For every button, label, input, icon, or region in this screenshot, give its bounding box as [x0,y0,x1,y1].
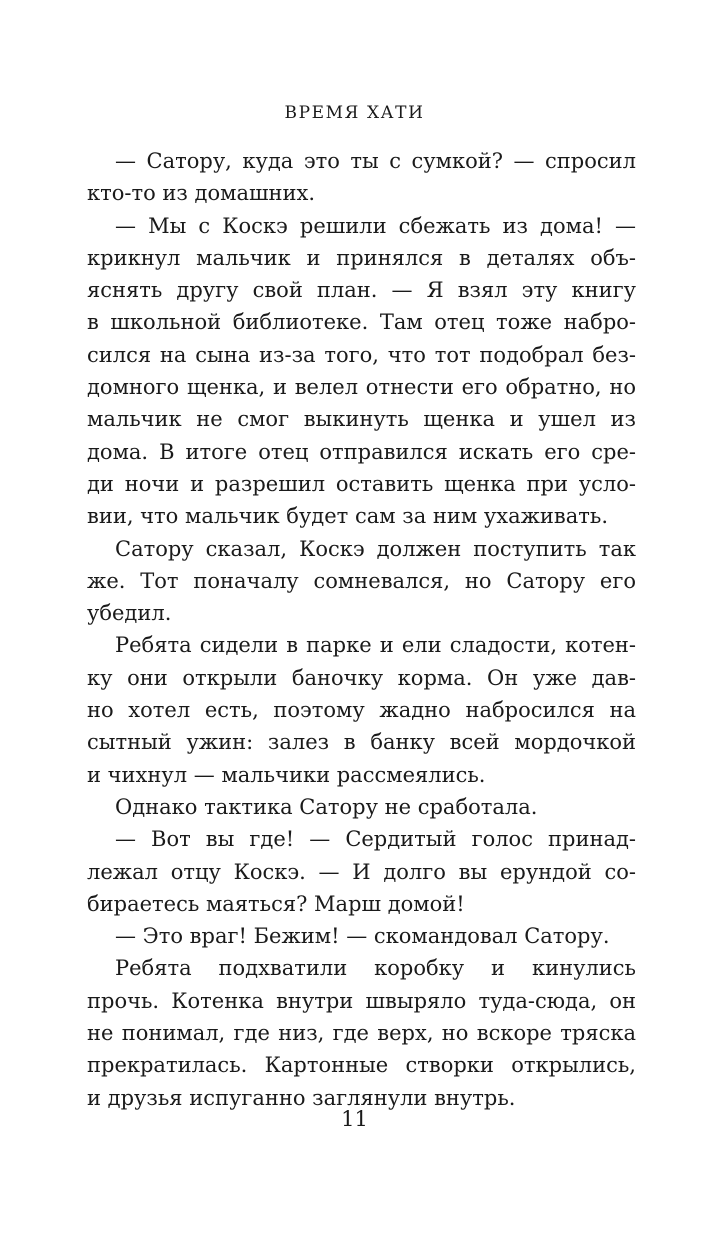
text-line: сытный ужин: залез в банку всей мордочкой [87,730,636,755]
text-line: крикнул мальчик и принялся в деталях объ- [87,245,636,270]
text-line: вии, что мальчик будет сам за ним ухаживать. [87,504,608,529]
text-line: ди ночи и разрешил оставить щенка при усло- [87,471,636,496]
text-line: Сатору сказал, Коскэ должен поступить так [115,536,636,561]
text-line: — Сатору, куда это ты с сумкой? — спросил [115,149,636,173]
text-line: дома. В итоге отец отправился искать его сре- [87,439,636,464]
text-line: же. Тот поначалу сомневался, но Сатору его [87,568,636,593]
body-text [87,145,636,1114]
text-line: но хотел есть, поэтому жадно набросился на [87,698,636,723]
text-line: Однако тактика Сатору не сработала. [115,794,538,819]
text-line: не понимал, где низ, где верх, но вскоре тряска [87,1021,636,1046]
text-line: сился на сына из-за того, что тот подобрал без- [87,342,636,367]
text-line: домного щенка, и велел отнести его обратно, но [87,375,636,400]
text-line: прочь. Котенка внутри швыряло туда-сюда, он [87,988,636,1013]
text-line: мальчик не смог выкинуть щенка и ушел из [87,407,636,432]
text-line: бираетесь маяться? Марш домой! [87,891,465,916]
text-line: — Вот вы где! — Сердитый голос принад- [115,827,636,852]
text-line: и чихнул — мальчики рассмеялись. [87,762,486,787]
text-line: в школьной библиотеке. Там отец тоже набро- [87,310,636,335]
text-line: лежал отцу Коскэ. — И долго вы ерундой со- [87,859,636,884]
text-line: — Мы с Коскэ решили сбежать из дома! — [115,213,636,238]
text-line: убедил. [87,601,172,626]
running-head: ВРЕМЯ ХАТИ [284,103,425,123]
text-line: кто-то из домашних. [87,181,316,206]
text-line: прекратилась. Картонные створки открылись, [87,1053,636,1078]
page-number: 11 [341,1107,368,1131]
text-line: Ребята подхватили коробку и кинулись [115,956,636,981]
text-line: и друзья испуганно заглянули внутрь. [87,1085,516,1110]
text-line: — Это враг! Бежим! — скомандовал Сатору. [115,924,610,949]
text-line: Ребята сидели в парке и ели сладости, котен- [115,633,636,658]
text-line: ку они открыли баночку корма. Он уже дав- [87,665,636,690]
text-line: яснять другу свой план. — Я взял эту книгу [87,278,636,303]
